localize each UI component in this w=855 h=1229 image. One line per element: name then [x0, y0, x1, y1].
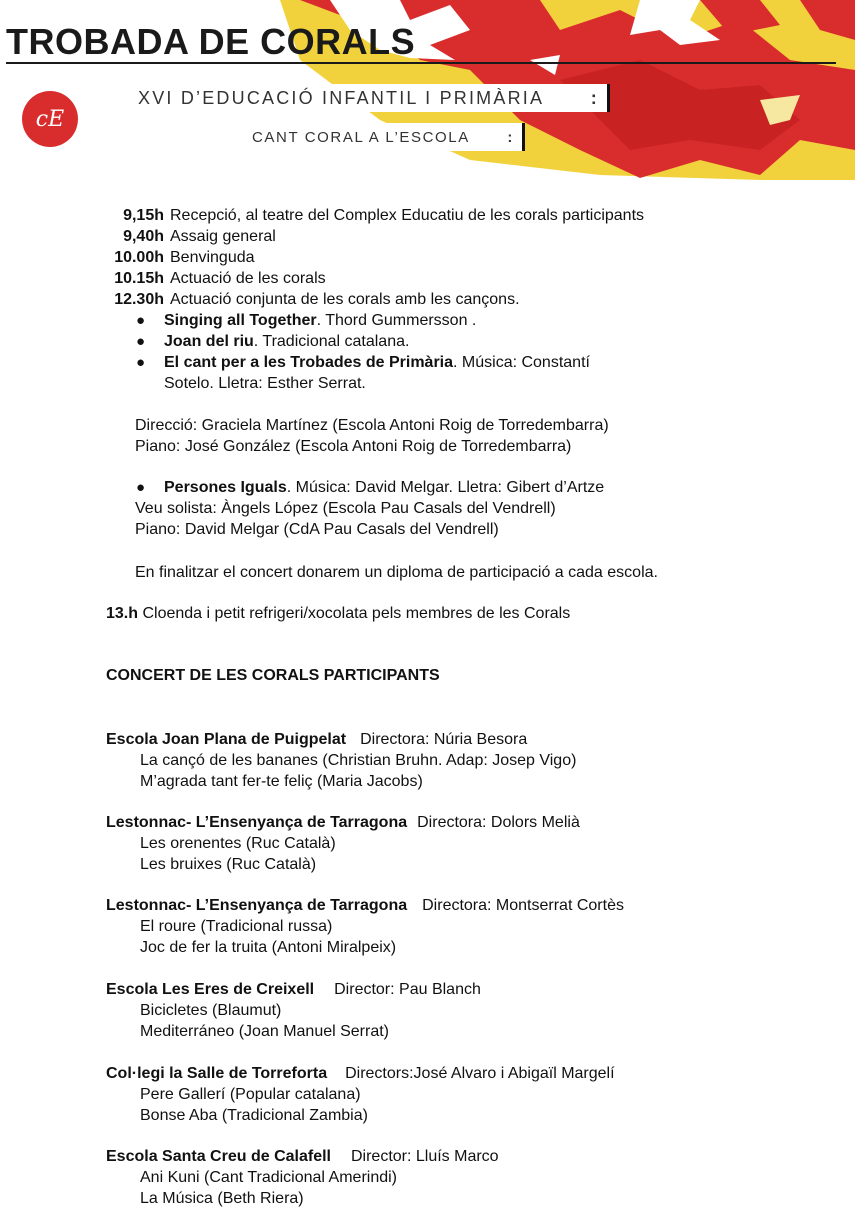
subtitle-edition-text: XVI D’EDUCACIÓ INFANTIL I PRIMÀRIA — [138, 87, 545, 108]
closing-text: Cloenda i petit refrigeri/xocolata pels membres de les Corals — [142, 605, 571, 622]
choir-header — [106, 812, 580, 833]
choir-header — [106, 729, 527, 750]
bullet-icon: ● — [136, 354, 146, 371]
choir-song: Bonse Aba (Tradicional Zambia) — [140, 1107, 368, 1124]
program-text: Assaig general — [170, 228, 276, 245]
program-row — [105, 205, 644, 226]
song-title: Joan del riu — [164, 333, 254, 350]
choir-school: Lestonnac- L’Ensenyança de Tarragona — [106, 897, 408, 914]
choir-song: M’agrada tant fer-te feliç (Maria Jacobs) — [140, 773, 423, 790]
program-text: Actuació conjunta de les corals amb les cançons. — [170, 291, 520, 308]
bullet-icon: ● — [136, 333, 146, 350]
subtitle-theme — [240, 123, 525, 151]
logo-lettering: cE — [35, 106, 65, 132]
bullet-icon: ● — [136, 312, 146, 329]
program-text: Recepció, al teatre del Complex Educatiu de les corals participants — [170, 207, 645, 224]
credit-line: Direcció: Graciela Martínez (Escola Antoni Roig de Torredembarra) — [135, 417, 609, 434]
choir-director: Directora: Dolors Melià — [417, 814, 580, 831]
song-credit: . Tradicional catalana. — [253, 333, 410, 350]
subtitle-edition-mark: : — [590, 87, 599, 108]
song-credit-continued: Sotelo. Lletra: Esther Serrat. — [164, 375, 366, 392]
song-credit: . Música: Constantí — [453, 354, 590, 371]
choir-song: Bicicletes (Blaumut) — [140, 1002, 282, 1019]
header-banner — [0, 0, 855, 185]
title-rule — [6, 62, 836, 64]
choir-school: Col·legi la Salle de Torreforta — [106, 1065, 328, 1082]
choir-song: Les bruixes (Ruc Català) — [140, 856, 317, 873]
choir-header — [106, 895, 624, 916]
subtitle-theme-text: CANT CORAL A L’ESCOLA — [252, 128, 470, 146]
song-title: El cant per a les Trobades de Primària — [164, 354, 454, 371]
credit-line: Piano: David Melgar (CdA Pau Casals del Vendrell) — [135, 521, 499, 538]
song-item — [136, 352, 590, 373]
song-credit: . Música: David Melgar. Lletra: Gibert d’Artze — [286, 479, 605, 496]
program-time: 10.15h — [114, 270, 164, 287]
choir-header — [106, 1146, 499, 1167]
song-item — [136, 310, 476, 331]
choir-song: Pere Gallerí (Popular catalana) — [140, 1086, 361, 1103]
song-credit: . Thord Gummersson . — [316, 312, 477, 329]
credit-line: Piano: José González (Escola Antoni Roig de Torredembarra) — [135, 438, 572, 455]
choir-header — [106, 979, 481, 1000]
song-title: Persones Iguals — [164, 479, 287, 496]
program-row — [105, 268, 326, 289]
bullet-icon: ● — [136, 479, 146, 496]
song-item — [136, 477, 604, 498]
choir-director: Director: Lluís Marco — [350, 1148, 499, 1165]
credit-line: Veu solista: Àngels López (Escola Pau Casals del Vendrell) — [135, 500, 556, 517]
choir-school: Escola Santa Creu de Calafell — [106, 1148, 331, 1165]
choir-song: Les orenentes (Ruc Català) — [140, 835, 336, 852]
choir-director: Director: Pau Blanch — [334, 981, 481, 998]
program-row — [105, 226, 276, 247]
subtitle-edition — [130, 84, 610, 112]
diploma-note: En finalitzar el concert donarem un diploma de participació a cada escola. — [135, 564, 658, 581]
program-row — [105, 247, 255, 268]
choir-song: La cançó de les bananes (Christian Bruhn. Adap: Josep Vigo) — [140, 752, 577, 769]
choir-director: Directora: Núria Besora — [360, 731, 528, 748]
program-text: Benvinguda — [170, 249, 255, 266]
subtitle-theme-mark: : — [507, 128, 514, 146]
choir-school: Escola Les Eres de Creixell — [106, 981, 315, 998]
program-time: 10.00h — [114, 249, 164, 266]
program-time: 12.30h — [114, 291, 164, 308]
program-text: Actuació de les corals — [170, 270, 326, 287]
choir-director: Directora: Montserrat Cortès — [422, 897, 624, 914]
song-item — [136, 331, 409, 352]
program-time: 9,40h — [123, 228, 164, 245]
choir-song: Mediterráneo (Joan Manuel Serrat) — [140, 1023, 390, 1040]
closing-time: 13.h — [106, 605, 139, 622]
closing-row — [106, 603, 570, 624]
choir-song: Joc de fer la truita (Antoni Miralpeix) — [140, 939, 397, 956]
choir-song: La Música (Beth Riera) — [140, 1190, 304, 1207]
concert-heading: CONCERT DE LES CORALS PARTICIPANTS — [106, 667, 440, 684]
choir-header — [106, 1063, 615, 1084]
program-row — [105, 289, 520, 310]
song-title: Singing all Together — [164, 312, 317, 329]
choir-song: Ani Kuni (Cant Tradicional Amerindi) — [140, 1169, 398, 1186]
choir-song: El roure (Tradicional russa) — [140, 918, 333, 935]
program-time: 9,15h — [123, 207, 164, 224]
event-title: TROBADA DE CORALS — [6, 21, 416, 62]
choir-director: Directors:José Alvaro i Abigaïl Margelí — [345, 1065, 615, 1082]
choir-school: Escola Joan Plana de Puigpelat — [106, 731, 347, 748]
choir-school: Lestonnac- L’Ensenyança de Tarragona — [106, 814, 408, 831]
